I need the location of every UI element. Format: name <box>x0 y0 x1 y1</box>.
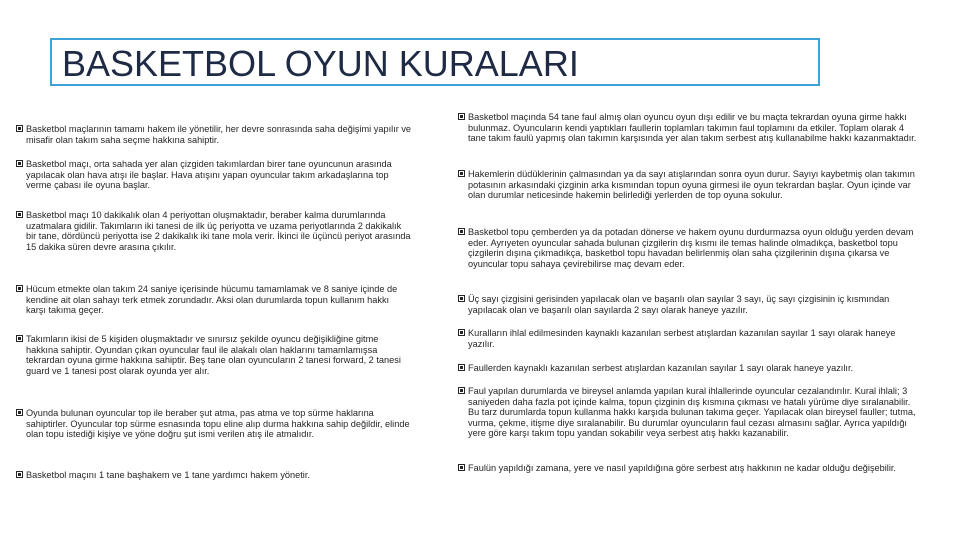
checkbox-bullet-icon <box>16 409 23 416</box>
list-item: Basketbol maçı 10 dakikalık olan 4 periyottan oluşmaktadır, beraber kalma durumlarında uzatmalara gidilir. Takımların iki tanesi de ilk üç periyotta ve uzama periyotlarında 2 dakikalık bir tane, dördüncü periyotta ise 2 dakikalık iki tane mola verir. İkinci ile üçüncü periyot arasında 15 dakika süren devre arasına çıkılır. <box>16 210 411 252</box>
list-item: Üç sayı çizgisini gerisinden yapılacak olan ve başarılı olan sayılar 3 sayı, üç sayı çizgisinin iç kısmından yapılacak olan ve başarılı olan sayılarda 2 sayı olarak haneye yazılır. <box>458 294 923 315</box>
list-item: Basketbol maçı, orta sahada yer alan çizgiden takımlardan birer tane oyuncunun arasında yapılacak olan hava atışı ile başlar. Hava atışını yapan oyuncular takım arkadaşlarına top verme çabası ile oyuna başlar. <box>16 159 406 191</box>
checkbox-bullet-icon <box>458 228 465 235</box>
checkbox-bullet-icon <box>16 471 23 478</box>
checkbox-bullet-icon <box>16 335 23 342</box>
checkbox-bullet-icon <box>16 160 23 167</box>
checkbox-bullet-icon <box>16 125 23 132</box>
list-item: Kuralların ihlal edilmesinden kaynaklı kazanılan serbest atışlardan kazanılan sayılar 1 sayı olarak haneye yazılır. <box>458 328 923 349</box>
checkbox-bullet-icon <box>458 329 465 336</box>
list-item: Hakemlerin düdüklerinin çalmasından ya da sayı atışlarından sonra oyun durur. Sayıyı kaybetmiş olan takımın potasının arkasındaki çizginin arka kısmından topun oyuna girmesi ile oyun tekrardan başlar. Oyun içinde var olan durumlar neticesinde hakemin belirlediği yerlerden de top oyuna sokulur. <box>458 169 923 201</box>
list-item: Takımların ikisi de 5 kişiden oluşmaktadır ve sınırsız şekilde oyuncu değişikliğine gitme hakkına sahiptir. Oyundan çıkan oyuncular faul ile alakalı olan haklarını tamamlamışsa tekrardan oyuna girme hakkına sahiptir. Beş tane olan oyuncuların 2 tanesi forward, 2 tanesi guard ve 1 tanesi post olarak oyunda yer alır. <box>16 334 411 376</box>
list-item: Basketbol maçını 1 tane başhakem ve 1 tane yardımcı hakem yönetir. <box>16 470 411 481</box>
list-item: Hücum etmekte olan takım 24 saniye içerisinde hücumu tamamlamak ve 8 saniye içinde de kendine ait olan sahayı terk etmek zorundadır. Aksi olan durumlarda topun kullanım hakkı karşı takıma geçer. <box>16 284 406 316</box>
checkbox-bullet-icon <box>458 295 465 302</box>
checkbox-bullet-icon <box>16 285 23 292</box>
list-item: Faullerden kaynaklı kazanılan serbest atışlardan kazanılan sayılar 1 sayı olarak haneye yazılır. <box>458 363 928 374</box>
checkbox-bullet-icon <box>458 464 465 471</box>
list-item: Basketbol maçlarının tamamı hakem ile yönetilir, her devre sonrasında saha değişimi yapılır ve misafir olan takım saha seçme hakkına sahiptir. <box>16 124 421 145</box>
checkbox-bullet-icon <box>16 211 23 218</box>
slide-title: BASKETBOL OYUN KURALARI <box>62 43 579 84</box>
list-item: Oyunda bulunan oyuncular top ile beraber şut atma, pas atma ve top sürme haklarına sahiptirler. Oyuncular top sürme esnasında topu eline alıp durma hakkına sahip değildir, elinde olan topu istediği kişiye ve yöne doğru şut ismi verilen atış ile atmalıdır. <box>16 408 411 440</box>
title-placeholder[interactable] <box>50 38 820 86</box>
checkbox-bullet-icon <box>458 387 465 394</box>
checkbox-bullet-icon <box>458 170 465 177</box>
checkbox-bullet-icon <box>458 364 465 371</box>
checkbox-bullet-icon <box>458 113 465 120</box>
list-item: Basketbol topu çemberden ya da potadan dönerse ve hakem oyunu durdurmazsa oyun olduğu yerden devam eder. Ayrıyeten oyuncular sahada bulunan çizgilerin dış kısmı ile temas halinde olmadıkça, basketbol topu çizgilerin dışına çıkmadıkça, basketbol topu havadan belirlenmiş olan saha çizgilerinin dışına çıkarsa ve oyuncular topu sahaya çevirebilirse maç devam eder. <box>458 227 928 269</box>
list-item: Faulün yapıldığı zamana, yere ve nasıl yapıldığına göre serbest atış hakkının ne kadar olduğu değişebilir. <box>458 463 928 474</box>
list-item: Basketbol maçında 54 tane faul almış olan oyuncu oyun dışı edilir ve bu maçta tekrardan oyuna girme hakkı bulunmaz. Oyuncuların kendi yaptıkları faullerin toplamları takımın faul toplamını da etkiler. Toplam olarak 4 tane takım faulü yapmış olan takımın karşısında yer alan takım serbest atış kullanabilme hakkı kazanmaktadır. <box>458 112 923 144</box>
list-item: Faul yapılan durumlarda ve bireysel anlamda yapılan kural ihlallerinde oyuncular cezalandırılır. Kural ihlali; 3 saniyeden daha fazla pot içinde kalma, topun çizginin dış kısmına çıkması ve hatalı yürüme diye sıralanabilir. Bu tarz durumlarda topun kullanma hakkı karşıda bulunan takıma geçer. Yapılacak olan bireysel fauller; tutma, vurma, çekme, itişme diye sıralanabilir. Bu durumlar oyuncuların faul cezası almasını sağlar. Ayrıca yapıldığı yere göre karşı takım topu yandan sokabilir veya serbest atış hakkı kazanabilir. <box>458 386 923 439</box>
